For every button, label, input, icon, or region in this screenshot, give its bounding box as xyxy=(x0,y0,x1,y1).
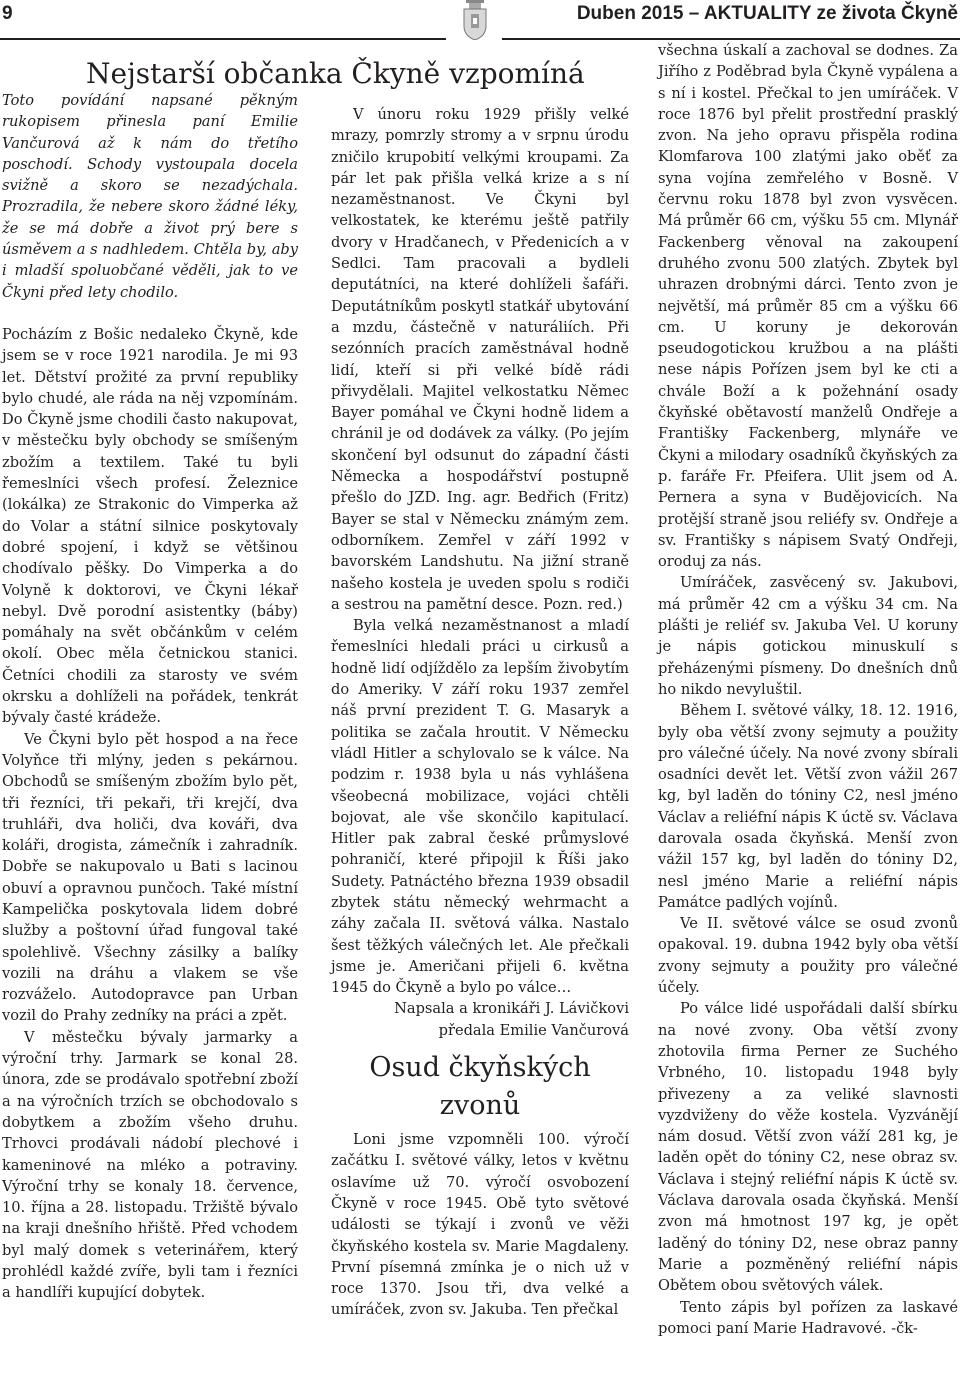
article-title: Nejstarší občanka Čkyně vzpomíná xyxy=(86,57,585,90)
paragraph: Loni jsme vzpomněli 100. výročí začátku I. světové války, letos v květnu oslavíme už 70. výročí osvobození Čkyně v roce 1945. Obě tyto světové události se týkají i zvonů ve věži čkyňského kostela sv. Marie Magdaleny. První písemná zmínka je o nich už v roce 1370. Jsou tři, dva velké a umíráček, zvon sv. Jakuba. Ten přečkal xyxy=(331,1131,629,1319)
coat-of-arms-icon xyxy=(460,0,490,40)
paragraph: V únoru roku 1929 přišly velké mrazy, pomrzly stromy a v srpnu úrodu zničilo krupobití velkými kroupami. Za pár let pak přišla velká krize a s ní nezaměstnanost. Ve Čkyni byl velkostatek, ke kterému ještě patřily dvory v Hradčanech, v Předenicích a v Sedlci. Tam pracovali a bydleli deputátníci, na které dohlíželi šafáři. Deputátníkům poskytl statkář ubytování a mzdu, částečně v naturáliích. Při sezónních pracích zaměstnával hodně lidí, kteří si při velké bídě rádi přivydělali. Majitel velkostatku Němec Bayer pomáhal ve Čkyni hodně lidem a chránil je od dodávek za války. (Po jejím skončení byl odsunut do západní části Německa a hospodářství postupně přešlo do JZD. Ing. agr. Bedřich (Fritz) Bayer se stal v Německu známým zem. odborníkem. Zemřel v září 1992 v bavorském Landshutu. Na jižní straně našeho kostela je uveden spolu s rodiči a sestrou na pamětní desce. Pozn. red.) xyxy=(331,106,629,613)
paragraph: Tento zápis byl pořízen za laskavé pomoci paní Marie Hadravové. -čk- xyxy=(658,1298,958,1337)
page-number: 9 xyxy=(2,3,13,24)
column-right xyxy=(658,40,958,1339)
section-title: Osud čkyňských zvonů xyxy=(369,1052,591,1122)
column-left xyxy=(2,90,298,1304)
column-middle xyxy=(331,104,629,1321)
signature-line: Napsala a kronikáři J. Lávičkovi xyxy=(394,1000,629,1018)
paragraph: Ve II. světové válce se osud zvonů opakoval. 19. dubna 1942 byly oba větší zvony sejmuty a použity pro válečné účely. xyxy=(658,915,958,997)
article-intro: Toto povídání napsané pěkným rukopisem přinesla paní Emilie Vančurová až k nám do třetího poschodí. Schody vystoupala docela svižně a skoro se nezadýchala. Prozradila, že nebere skoro žádné léky, že se má dobře a život prý bere s úsměvem a s nadhledem. Chtěla by, aby i mladší spoluobčané věděli, jak to ve Čkyni před lety chodilo. xyxy=(2,92,298,301)
paragraph: Během I. světové války, 18. 12. 1916, byly oba větší zvony sejmuty a použity pro válečné účely. Na nové zvony sbírali osadníci devět let. Větší zvon vážil 267 kg, byl laděn do tóniny C2, nesl jméno Václav a reliéfní nápis K úctě sv. Václava darovala osada čkyňská. Menší zvon vážil 157 kg, byl laděn do tóniny D2, nesl jméno Marie a reliéfní nápis Památce padlých vojínů. xyxy=(658,702,958,911)
paragraph: Byla velká nezaměstnanost a mladí řemeslníci hledali práci u cirkusů a hodně lidí odjíždělo za lepším živobytím do Ameriky. V září roku 1937 zemřel náš první prezident T. G. Masaryk a politika se začala hroutit. V Německu vládl Hitler a schylovalo se k válce. Na podzim r. 1938 byla u nás vyhlášena všeobecná mobilizace, vojáci chtěli bojovat, ale vše skončilo kapitulací. Hitler pak zabral české průmyslové pohraničí, které připojil k Říši jako Sudety. Patnáctého března 1939 obsadil zbytek státu německý wehrmacht a záhy začala II. světová válka. Nastalo šest těžkých válečných let. Ale přečkali jsme je. Američani přijeli 6. května 1945 do Čkyně a bylo po válce… xyxy=(331,617,629,997)
signature-line: předala Emilie Vančurová xyxy=(438,1021,629,1039)
paragraph: Po válce lidé uspořádali další sbírku na nové zvony. Oba větší zvony zhotovila firma Perner ze Suchého Vrbného, 10. listopadu 1948 byly přivezeny a za veliké slavnosti vyzdviženy do věže kostela. Vyzvánějí nám dosud. Větší zvon váží 281 kg, je laděn opět do tóniny C2, nese obraz sv. Václava i stejný reliéfní nápis K úctě sv. Václava darovala osada čkyňská. Menší zvon má hmotnost 197 kg, je opět laděný do tóniny D2, nese obraz panny Marie a pozměněný reliéfní nápis Obětem obou světových válek. xyxy=(658,1000,958,1295)
paragraph: Pocházím z Bošic nedaleko Čkyně, kde jsem se v roce 1921 narodila. Je mi 93 let. Dětství prožité za první republiky bylo chudé, ale ráda na něj vzpomínám. Do Čkyně jsme chodili často nakupovat, v městečku byly obchody se smíšeným zbožím a textilem. Také tu byli řemeslníci všech profesí. Železnice (lokálka) ze Strakonic do Vimperka až do Volar a státní silnice poskytovaly dobré spojení, i když se většinou chodívalo pěšky. Do Vimperka a do Volyně k doktorovi, ve Čkyni lékař nebyl. Dvě porodní asistentky (báby) pomáhaly na svět občánkům v celém okolí. Obec měla četnickou stanici. Četníci chodili za starosty ve svém okrsku a dohlíželi na pořádek, tenkrát bývaly časté krádeže. xyxy=(2,325,298,727)
paragraph: V městečku bývaly jarmarky a výroční trhy. Jarmark se konal 28. února, zde se prodávalo spotřební zboží a na výročních trzích se obchodovalo s dobytkem a zbožím všeho druhu. Trhovci prodávali nádobí plechové i kameninové na mléko a potraviny. Výroční trhy se konaly 18. července, 10. října a 28. listopadu. Tržiště bývalo na kraji dnešního hřiště. Před vchodem byl malý domek s veterinářem, který prohlédl každé zvíře, byli tam i řezníci a handlíři kupující dobytek. xyxy=(2,1028,298,1302)
paragraph: všechna úskalí a zachoval se dodnes. Za Jiřího z Poděbrad byla Čkyně vypálena a s ní i kostel. Přečkal to jen umíráček. V roce 1876 byl přelit prostřední prasklý zvon. Na jeho opravu přispěla rodina Klomfarova 100 zlatými jako oběť za syna vojína zemřelého v Bosně. V červnu roku 1878 byl zvon vysvěcen. Má průměr 66 cm, výšku 55 cm. Mlynář Fackenberg věnoval na zakoupení druhého zvonu 500 zlatých. Zbytek byl uhrazen drobnými dárci. Tento zvon je největší, má průměr 85 cm a výšku 66 cm. U koruny je dekorován pseudogotickou kružbou a na plášti nese nápis Pořízen jsem byl ke cti a chvále Boží a k požehnání osady čkyňské obětavostí manželů Ondřeje a Františky Fackenberg, mlynáře ve Čkyni a milodary osadníků čkyňských za p. faráře Fr. Pfeifera. Ulit jsem od A. Pernera a syna v Budějovicích. Na protější straně jsou reliéfy sv. Ondřeje a sv. Františky s nápisem Svatý Ondřeji, oroduj za nás. xyxy=(658,42,958,571)
header-rule-left xyxy=(0,38,446,40)
paragraph: Ve Čkyni bylo pět hospod a na řece Volyňce tři mlýny, jeden s pekárnou. Obchodů se smíšeným zbožím bylo pět, tři řezníci, tři pekaři, tři krejčí, dva truhláři, dva holiči, dva kováři, dva koláři, drogista, zámečník i zahradník. Dobře se nakupovalo u Bati s lacinou obuví a opravnou punčoch. Také místní Kampelička poskytovala lidem dobré služby a poštovní úřad fungoval také spolehlivě. Všechny zásilky a balíky vozili na dráhu a vlakem se vše rozváželo. Autodopravce pan Urban vozil do Prahy zedníky na práci a zpět. xyxy=(2,730,298,1025)
paragraph: Umíráček, zasvěcený sv. Jakubovi, má průměr 42 cm a výšku 34 cm. Na plášti je reliéf sv. Jakuba Vel. U koruny je nápis gotickou minuskulí s přeházenými písmeny. Do dnešních dnů ho nikdo nevyluštil. xyxy=(658,574,958,698)
issue-header: Duben 2015 – AKTUALITY ze života Čkyně xyxy=(576,3,958,24)
